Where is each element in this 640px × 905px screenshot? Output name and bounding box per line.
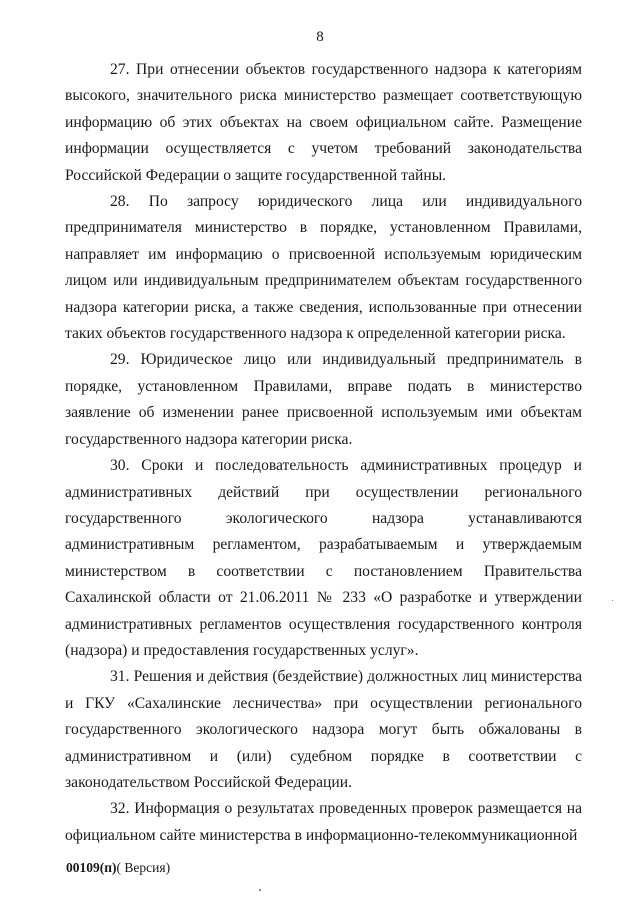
paragraph-30: 30. Сроки и последовательность административных процедур и административных действий при осуществлении регионального государственного экологического надзора устанавливаются административным регламентом, разрабатываемым и утверждаемым министерством в соответствии с постановлением Правительства Сахалинской области от 21.06.2011 № 233 «О разработке и утверждении административных регламентов осуществления государственного контроля (надзора) и предоставления государственных услуг».	[65, 457, 582, 659]
page-number: 8	[316, 29, 324, 45]
scan-speck	[612, 600, 613, 601]
paragraph-31: 31. Решения и действия (бездействие) должностных лиц министерства и ГКУ «Сахалинские лесничества» при осуществлении регионального государственного экологического надзора могут быть обжалованы в административном и (или) судебном порядке в соответствии с законодательством Российской Федерации.	[65, 668, 582, 791]
document-version: ( Версия)	[116, 860, 171, 875]
paragraph-29: 29. Юридическое лицо или индивидуальный предприниматель в порядке, установленном Правилами, вправе подать в министерство заявление об изменении ранее присвоенной используемым ими объектам государственного надзора категории риска.	[65, 351, 582, 448]
paragraph-27: 27. При отнесении объектов государственного надзора к категориям высокого, значительного риска министерство размещает соответствующую информацию об этих объектах на своем официальном сайте. Размещение информации осуществляется с учетом требований законодательства Российской Федерации о защите государственной тайны.	[65, 61, 582, 184]
paragraph-28: 28. По запросу юридического лица или индивидуального предпринимателя министерство в порядке, установленном Правилами, направляет им информацию о присвоенной используемым юридическим лицом или индивидуальным предпринимателем объектам государственного надзора категории риска, а также сведения, использованные при отнесении таких объектов государственного надзора к определенной категории риска.	[65, 193, 582, 343]
document-code-footer	[66, 860, 170, 876]
paragraph-32: 32. Информация о результатах проведенных проверок размещается на официальном сайте министерства в информационно-телекоммуникационной	[65, 800, 582, 844]
document-body	[65, 57, 582, 849]
document-code: 00109(п)	[66, 860, 117, 875]
scan-speck	[259, 889, 261, 891]
